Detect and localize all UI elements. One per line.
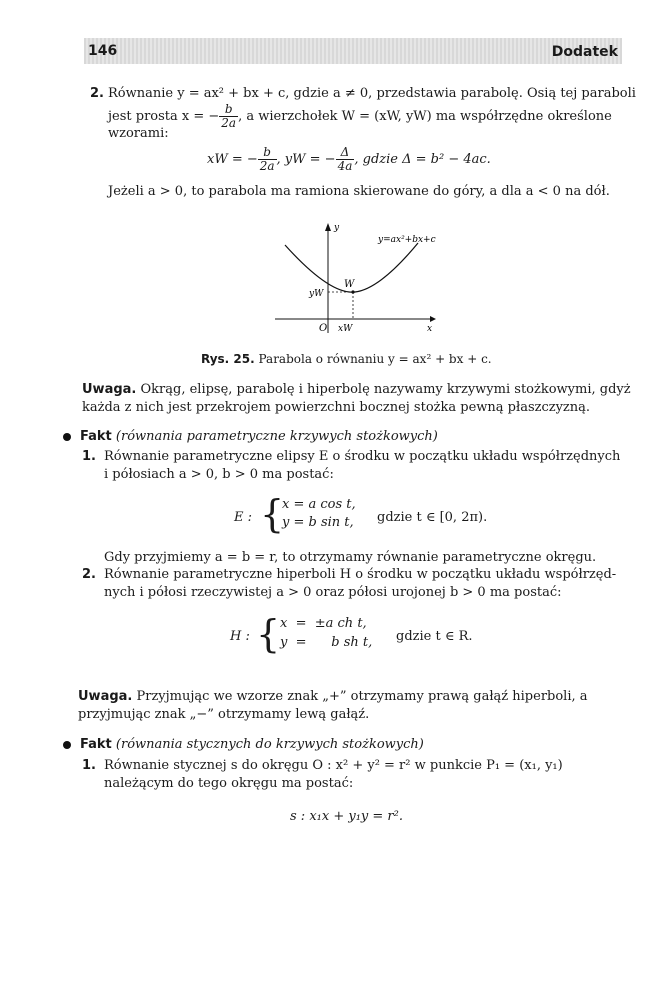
- fakt-2-item-1-line-2: należącym do tego okręgu ma postać:: [104, 776, 354, 791]
- y-axis-arrow: [325, 223, 331, 231]
- ellipse-where: gdzie t ∈ [0, 2π).: [377, 510, 488, 525]
- vertex-formulas: xW = − $\frac{b}{2a}$ , yW = − $\frac{\Delta}{4a}$ , gdzie Δ = b² − 4ac.: [207, 145, 491, 173]
- vertex-label: W: [344, 279, 355, 290]
- item-2-number: 2.: [90, 86, 104, 101]
- hyperbola-where: gdzie t ∈ R.: [396, 629, 473, 644]
- section-title: Dodatek: [551, 44, 618, 60]
- parabola-figure: [270, 215, 460, 340]
- fakt-1-item-1-number: 1.: [82, 449, 96, 464]
- uwaga-1-line-2: każda z nich jest przekrojem powierzchni bocznej stożka pewną płaszczyzną.: [82, 400, 591, 415]
- axis-text: jest prosta x = −: [108, 109, 220, 124]
- ellipse-brace: {: [260, 492, 285, 536]
- hyperbola-name: H :: [230, 629, 250, 644]
- hyperbola-brace: {: [256, 612, 281, 656]
- fakt-2-item-1-number: 1.: [82, 758, 96, 773]
- fakt-1-item-2-number: 2.: [82, 567, 96, 582]
- fakt-1-item-2-line-1: Równanie parametryczne hiperboli H o środku w początku układu współrzęd-: [104, 567, 617, 582]
- fakt-2-heading: Fakt (równania stycznych do krzywych stożkowych): [80, 737, 424, 752]
- circle-line: Gdy przyjmiemy a = b = r, to otrzymamy równanie parametryczne okręgu.: [104, 550, 597, 565]
- uwaga-2-line-2: przyjmując znak „−” otrzymamy lewą gałąź.: [78, 707, 370, 722]
- x-axis-label: x: [427, 324, 433, 334]
- page-header: [84, 38, 622, 64]
- fakt-1-item-1-line-2: i półosiach a > 0, b > 0 ma postać:: [104, 467, 334, 482]
- ellipse-name: E :: [234, 510, 253, 525]
- fakt-1-item-1-line-1: Równanie parametryczne elipsy E o środku w początku układu współrzędnych: [104, 449, 621, 464]
- item-2-line-2: [108, 103, 612, 130]
- item-2-line-1: Równanie y = ax² + bx + c, gdzie a ≠ 0, przedstawia parabolę. Osią tej paraboli: [108, 86, 636, 101]
- page-number: 146: [88, 43, 118, 59]
- yw-label: yW: [309, 289, 324, 299]
- fakt-2-item-1-line-1: Równanie stycznej s do okręgu O : x² + y² = r² w punkcie P₁ = (x₁, y₁): [104, 758, 563, 773]
- uwaga-1-line-1: Uwaga. Okrąg, elipsę, parabolę i hiperbolę nazywamy krzywymi stożkowymi, gdyż: [82, 382, 631, 397]
- item-2-after: Jeżeli a > 0, to parabola ma ramiona skierowane do góry, a dla a < 0 na dół.: [108, 184, 610, 199]
- uwaga-2-line-1: Uwaga. Przyjmując we wzorze znak „+” otrzymamy prawą gałąź hiperboli, a: [78, 689, 588, 704]
- hyperbola-eq-1: x = ±a ch t,: [280, 616, 367, 631]
- ellipse-eq-1: x = a cos t,: [282, 497, 356, 512]
- vertex-point: [351, 290, 354, 293]
- x-axis-arrow: [430, 316, 436, 322]
- fakt-1-item-2-line-2: nych i półosi rzeczywistej a > 0 oraz półosi urojonej b > 0 ma postać:: [104, 585, 562, 600]
- item-2-line-3: wzorami:: [108, 126, 169, 141]
- tangent-equation: s : x₁x + y₁y = r².: [290, 809, 403, 824]
- vertex-text: , a wierzchołek W = (xW, yW) ma współrzędne określone: [238, 109, 612, 124]
- bullet-icon: [63, 741, 71, 749]
- figure-caption: Rys. 25. Parabola o równaniu y = ax² + bx + c.: [201, 352, 492, 366]
- origin-label: O: [319, 323, 328, 334]
- bullet-icon: [63, 433, 71, 441]
- y-axis-label: y: [334, 223, 340, 233]
- fraction-b-2a: $\frac{b}{2a}$: [221, 102, 237, 130]
- fakt-1-heading: Fakt (równania parametryczne krzywych stożkowych): [80, 429, 438, 444]
- hyperbola-eq-2: y = b sh t,: [280, 635, 373, 650]
- curve-label: y=ax²+bx+c: [378, 235, 436, 245]
- ellipse-eq-2: y = b sin t,: [282, 515, 354, 530]
- xw-label: xW: [338, 324, 353, 334]
